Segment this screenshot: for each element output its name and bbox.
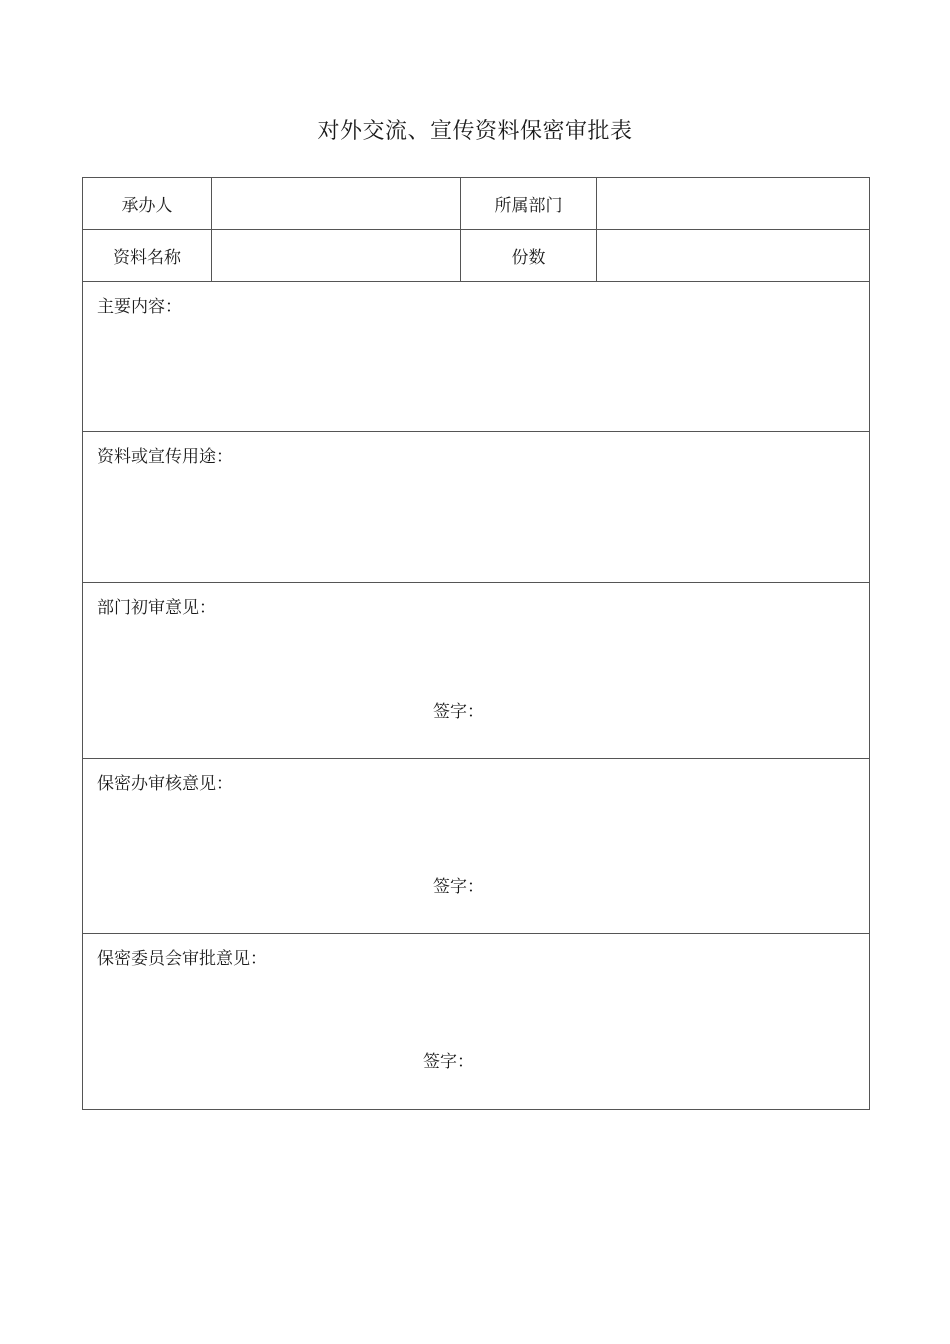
committee-signature-label: 签字： (423, 1052, 474, 1072)
form-row-handler (83, 178, 870, 230)
usage-label: 资料或宣传用途： (97, 447, 233, 467)
approval-form-table (82, 177, 870, 1110)
committee-approval-field[interactable] (83, 934, 870, 1110)
material-name-field[interactable] (212, 230, 461, 282)
department-label: 所属部门 (461, 178, 597, 230)
material-name-label: 资料名称 (83, 230, 212, 282)
form-row-usage (83, 432, 870, 583)
form-row-committee (83, 934, 870, 1110)
copies-field[interactable] (597, 230, 870, 282)
form-row-office-review (83, 759, 870, 934)
form-row-dept-review (83, 583, 870, 759)
dept-review-label: 部门初审意见： (97, 598, 216, 618)
form-row-main-content (83, 282, 870, 432)
committee-approval-label: 保密委员会审批意见： (97, 949, 267, 969)
department-field[interactable] (597, 178, 870, 230)
main-content-label: 主要内容： (97, 297, 182, 317)
office-review-field[interactable] (83, 759, 870, 934)
dept-review-signature-label: 签字： (433, 702, 484, 722)
handler-label: 承办人 (83, 178, 212, 230)
office-review-signature-label: 签字： (433, 877, 484, 897)
copies-label: 份数 (461, 230, 597, 282)
form-row-material (83, 230, 870, 282)
usage-field[interactable] (83, 432, 870, 583)
page-title: 对外交流、宣传资料保密审批表 (317, 119, 633, 144)
dept-review-field[interactable] (83, 583, 870, 759)
office-review-label: 保密办审核意见： (97, 774, 233, 794)
main-content-field[interactable] (83, 282, 870, 432)
handler-field[interactable] (212, 178, 461, 230)
